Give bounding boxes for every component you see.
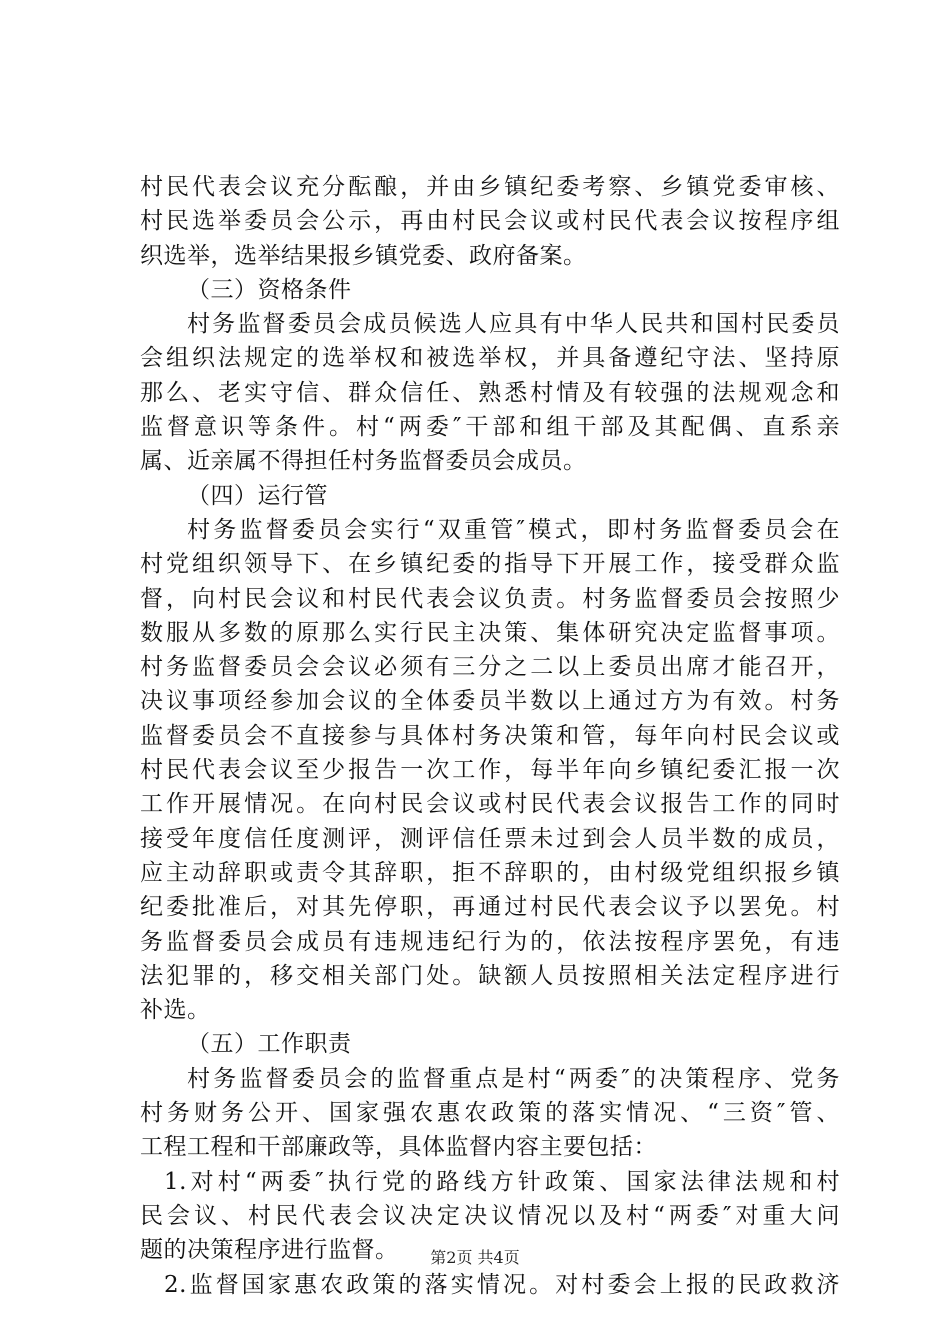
text-line: 织选举，选举结果报乡镇党委、政府备案。 xyxy=(140,242,587,269)
numbered-item-1: 1.对村“两委″执行党的路线方针政策、国家法律法规和村 xyxy=(164,1168,840,1195)
text-line: 法犯罪的，移交相关部门处。缺额人员按照相关法定程序进行 xyxy=(140,962,840,989)
section-heading-qualifications: （三）资格条件 xyxy=(187,276,352,303)
body-text xyxy=(140,170,840,1302)
text-line: 监督委员会不直接参与具体村务决策和管，每年向村民会议或 xyxy=(140,722,840,749)
text-line: 村民选举委员会公示，再由村民会议或村民代表会议按程序组 xyxy=(140,208,840,235)
text-line: 村务财务公开、国家强农惠农政策的落实情况、“三资″管、 xyxy=(140,1100,840,1127)
text-line: 务监督委员会成员有违规违纪行为的，依法按程序罢免，有违 xyxy=(140,928,840,955)
page-number-footer: 第2页 共4页 xyxy=(430,1248,520,1267)
text-line: 村务监督委员会会议必须有三分之二以上委员出席才能召开， xyxy=(140,654,840,681)
text-line: 那么、老实守信、群众信任、熟悉村情及有较强的法规观念和 xyxy=(140,379,840,406)
section-heading-duties: （五）工作职责 xyxy=(187,1031,352,1058)
text-line: 纪委批准后，对其先停职，再通过村民代表会议予以罢免。村 xyxy=(140,894,840,921)
text-line: 村务监督委员会成员候选人应具有中华人民共和国村民委员 xyxy=(187,311,840,338)
text-line: 数服从多数的原那么实行民主决策、集体研究决定监督事项。 xyxy=(140,619,840,646)
text-line: 会组织法规定的选举权和被选举权，并具备遵纪守法、坚持原 xyxy=(140,345,840,372)
text-line: 村务监督委员会实行“双重管″模式，即村务监督委员会在 xyxy=(187,516,840,543)
text-line: 补选。 xyxy=(140,997,211,1024)
numbered-item-2: 2.监督国家惠农政策的落实情况。对村委会上报的民政救济 xyxy=(164,1271,840,1298)
text-line: 应主动辞职或责令其辞职，拒不辞职的，由村级党组织报乡镇 xyxy=(140,859,840,886)
text-line: 接受年度信任度测评，测评信任票未过到会人员半数的成员， xyxy=(140,825,840,852)
section-heading-operation: （四）运行管 xyxy=(187,482,328,509)
text-line: 民会议、村民代表会议决定决议情况以及村“两委″对重大问 xyxy=(140,1202,840,1229)
text-line: 村务监督委员会的监督重点是村“两委″的决策程序、党务 xyxy=(187,1065,840,1092)
text-line: 村民代表会议充分酝酿，并由乡镇纪委考察、乡镇党委审核、 xyxy=(140,174,840,200)
text-line: 决议事项经参加会议的全体委员半数以上通过方为有效。村务 xyxy=(140,688,840,715)
text-line: 村党组织领导下、在乡镇纪委的指导下开展工作，接受群众监 xyxy=(140,551,840,578)
text-line: 工作开展情况。在向村民会议或村民代表会议报告工作的同时 xyxy=(140,791,840,818)
text-line: 监督意识等条件。村“两委″干部和组干部及其配偶、直系亲 xyxy=(140,414,840,441)
text-line: 督，向村民会议和村民代表会议负责。村务监督委员会按照少 xyxy=(140,585,840,612)
text-line: 属、近亲属不得担任村务监督委员会成员。 xyxy=(140,448,587,475)
text-line: 村民代表会议至少报告一次工作，每半年向乡镇纪委汇报一次 xyxy=(140,757,840,784)
text-line: 工程工程和干部廉政等，具体监督内容主要包括： xyxy=(140,1134,657,1161)
text-line: 题的决策程序进行监督。 xyxy=(140,1237,399,1264)
